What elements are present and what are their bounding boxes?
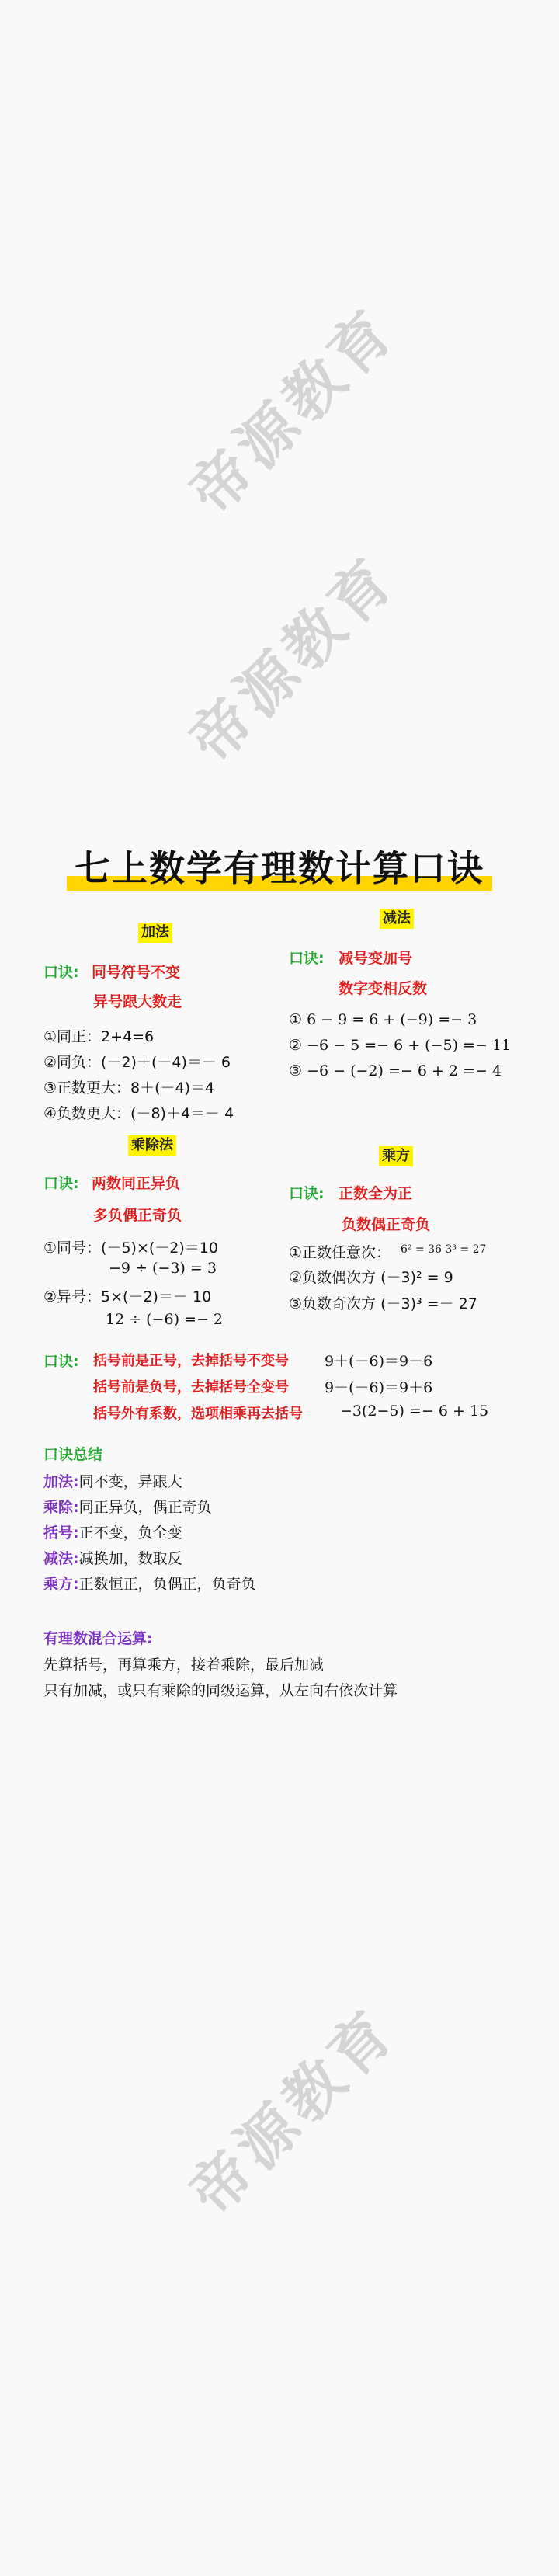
multiplication-rhyme-1: 两数同正异负 xyxy=(92,1175,181,1192)
multiplication-header: 乘除法 xyxy=(128,1135,176,1156)
addition-rhyme-label: 口诀: xyxy=(43,964,79,981)
power-example-2: ②负数偶次方 (－3)² = 9 xyxy=(289,1269,453,1286)
watermark: 帝源教育 xyxy=(175,1994,410,2229)
brackets-example-2: 9－(－6)＝9＋6 xyxy=(325,1379,433,1396)
mixed-operations-title: 有理数混合运算: xyxy=(43,1630,153,1647)
power-header: 乘方 xyxy=(379,1146,413,1166)
power-rhyme-1: 正数全为正 xyxy=(339,1185,413,1202)
summary-row-multiplication: 乘除:同正异负，偶正奇负 xyxy=(43,1499,212,1516)
power-example-1-values: 6² = 36 3³ = 27 xyxy=(401,1243,487,1256)
subtraction-example-2: ② −6 − 5 =− 6 + (−5) =− 11 xyxy=(289,1037,512,1054)
division-example-1: −9 ÷ (−3) = 3 xyxy=(109,1260,217,1277)
addition-rhyme-1: 同号符号不变 xyxy=(92,964,181,981)
addition-rhyme-2: 异号跟大数走 xyxy=(93,993,182,1010)
multiplication-rhyme-label: 口诀: xyxy=(43,1175,79,1192)
summary-row-power: 乘方:正数恒正，负偶正，负奇负 xyxy=(43,1576,256,1593)
brackets-rule-2: 括号前是负号，去掉括号全变号 xyxy=(93,1379,289,1396)
brackets-example-3: −3(2−5) =− 6 + 15 xyxy=(340,1403,489,1420)
summary-row-brackets: 括号:正不变，负全变 xyxy=(43,1524,182,1542)
mixed-operations-line-1: 先算括号，再算乘方，接着乘除，最后加减 xyxy=(43,1656,325,1674)
power-example-3: ③负数奇次方 (－3)³ =－ 27 xyxy=(289,1295,477,1312)
subtraction-example-3: ③ −6 − (−2) =− 6 + 2 =− 4 xyxy=(289,1062,502,1079)
mixed-operations-line-2: 只有加减，或只有乘除的同级运算，从左向右依次计算 xyxy=(43,1682,398,1699)
subtraction-header: 减法 xyxy=(380,909,414,929)
addition-header: 加法 xyxy=(138,923,172,943)
watermark: 帝源教育 xyxy=(175,542,410,777)
subtraction-rhyme-label: 口诀: xyxy=(289,950,325,967)
brackets-rhyme-label: 口诀: xyxy=(43,1353,79,1370)
power-rhyme-2: 负数偶正奇负 xyxy=(342,1216,431,1233)
power-rhyme-label: 口诀: xyxy=(289,1185,325,1202)
addition-example-1: ①同正：2+4=6 xyxy=(43,1028,155,1045)
page-title: 七上数学有理数计算口诀 xyxy=(0,840,559,898)
subtraction-example-1: ① 6 − 9 = 6 + (−9) =− 3 xyxy=(289,1011,477,1028)
multiplication-example-2: ②异号：5×(－2)＝－ 10 xyxy=(43,1288,212,1305)
brackets-example-1: 9＋(－6)＝9－6 xyxy=(325,1353,433,1370)
addition-example-3: ③正数更大：8＋(－4)＝4 xyxy=(43,1079,215,1097)
brackets-rule-3: 括号外有系数，选项相乘再去括号 xyxy=(93,1406,303,1422)
division-example-2: 12 ÷ (−6) =− 2 xyxy=(106,1311,224,1328)
summary-row-addition: 加法:同不变，异跟大 xyxy=(43,1473,182,1490)
watermark: 帝源教育 xyxy=(175,294,410,528)
multiplication-rhyme-2: 多负偶正奇负 xyxy=(93,1207,182,1224)
addition-example-4: ④负数更大：(－8)＋4＝－ 4 xyxy=(43,1105,234,1122)
summary-title: 口诀总结 xyxy=(43,1446,103,1463)
addition-example-2: ②同负：(－2)＋(－4)＝－ 6 xyxy=(43,1054,231,1071)
power-example-1: ①正数任意次： xyxy=(289,1244,391,1261)
subtraction-rhyme-2: 数字变相反数 xyxy=(339,980,428,997)
brackets-rule-1: 括号前是正号，去掉括号不变号 xyxy=(93,1353,289,1369)
summary-row-subtraction: 减法:减换加，数取反 xyxy=(43,1550,182,1567)
multiplication-example-1: ①同号：(－5)×(－2)＝10 xyxy=(43,1239,218,1257)
subtraction-rhyme-1: 减号变加号 xyxy=(339,950,413,967)
